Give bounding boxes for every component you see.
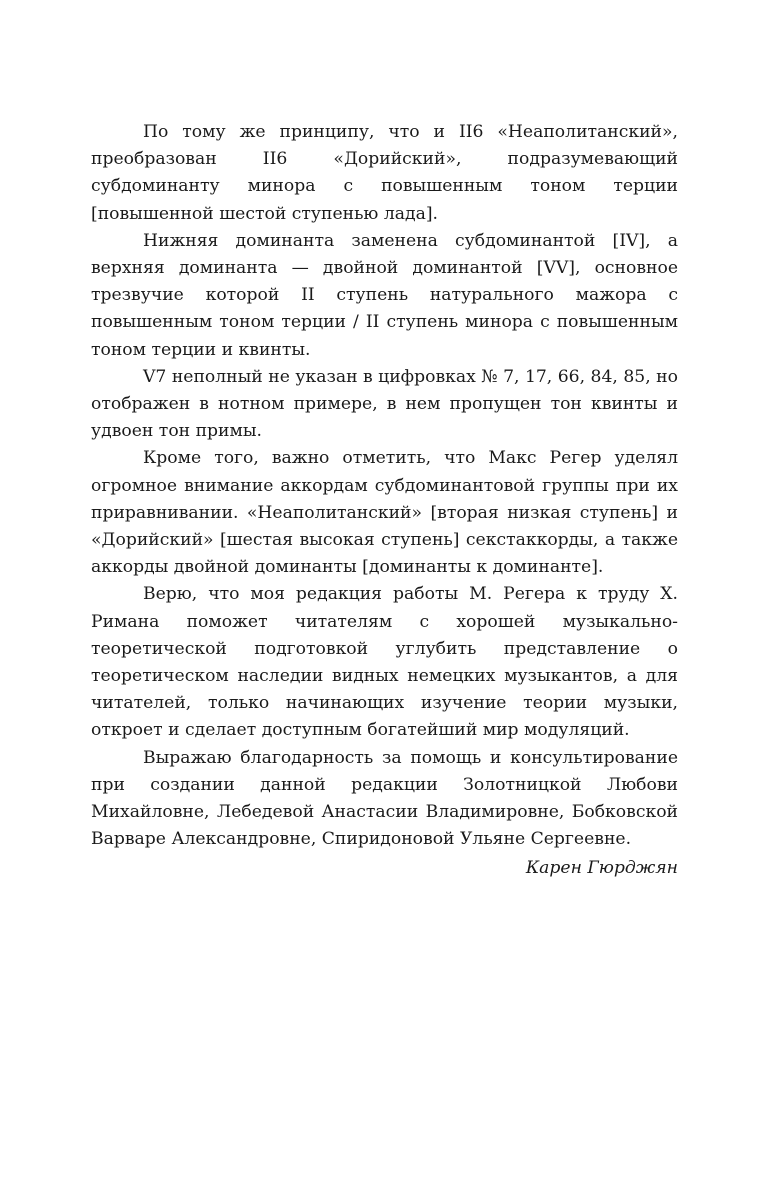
- paragraph-editor-hope: Верю, что моя редакция работы М. Регера к труду Х. Римана поможет читателям с хорошей музыкально-теоретической подготовкой углубить представление о теоретическом наследии видных немецких музыкантов, а для читателей, только начинающих изучение теории музыки, откроет и сделает доступным богатейший мир модуляций.: [91, 584, 678, 741]
- page-body: [91, 119, 678, 883]
- paragraph-neapolitan-dorian: По тому же принципу, что и II6 «Неаполитанский», преобразован II6 «Дорийский», подразумевающий субдоминанту минора с повышенным тоном терции [повышенной шестой ступенью лада].: [91, 122, 678, 224]
- paragraph-acknowledgements: Выражаю благодарность за помощь и консультирование при создании данной редакции Золотницкой Любови Михайловне, Лебедевой Анастасии Владимировне, Бобковской Варваре Александровне, Спиридоновой Ульяне Сергеевне.: [91, 747, 678, 850]
- paragraph-reger-subdominant: Кроме того, важно отметить, что Макс Регер уделял огромное внимание аккордам субдоминантовой группы при их приравнивании. «Неаполитанский» [вторая низкая ступень] и «Дорийский» [шестая высокая ступень] секстаккорды, а также аккорды двойной доминанты [доминанты к доминанте].: [91, 448, 678, 578]
- author-signature: Карен Гюрджян: [525, 858, 678, 879]
- paragraph-v7-incomplete: V7 неполный не указан в цифровках № 7, 17, 66, 84, 85, но отображен в нотном примере, в нем пропущен тон квинты и удвоен тон примы.: [91, 366, 678, 442]
- paragraph-dominants: Нижняя доминанта заменена субдоминантой [IV], а верхняя доминанта — двойной доминантой [VV], основное трезвучие которой II ступень натурального мажора с повышенным тоном терции / II ступень минора с повышенным тоном терции и квинты.: [91, 230, 678, 360]
